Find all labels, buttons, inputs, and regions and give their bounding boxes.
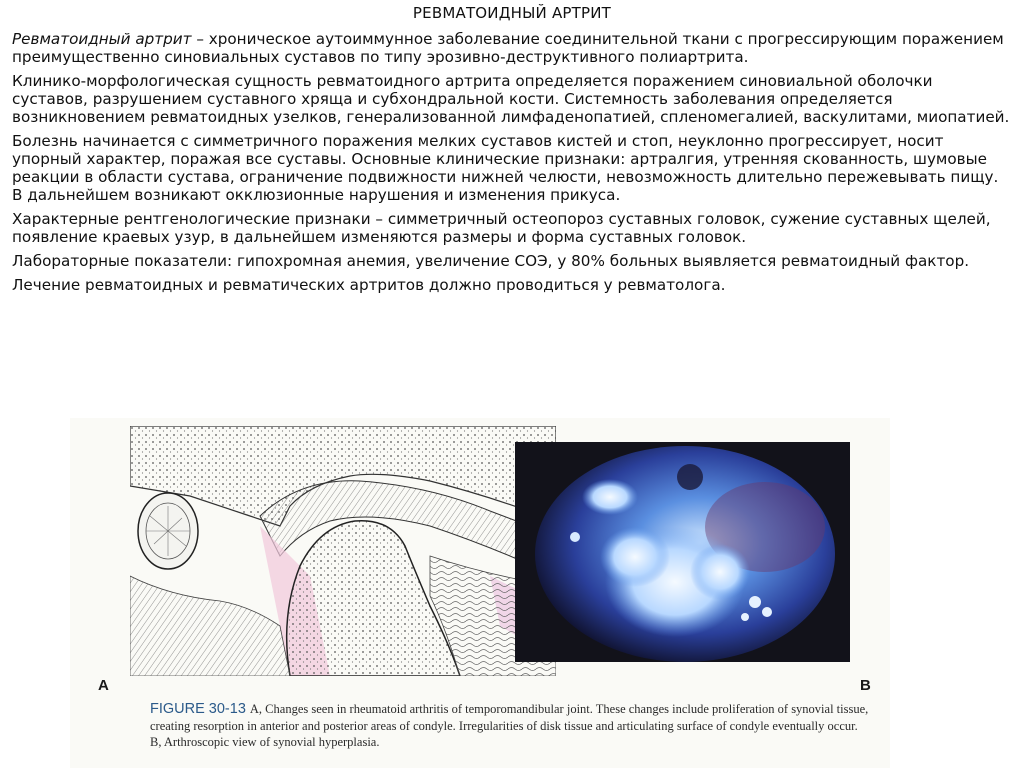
paragraph-definition bbox=[12, 30, 1012, 66]
page-title: РЕВМАТОИДНЫЙ АРТРИТ bbox=[412, 4, 612, 22]
panel-b-label: B bbox=[860, 677, 871, 694]
paragraph-morphology: Клинико-морфологическая сущность ревматоидного артрита определяется поражением синовиальной оболочки суставов, разрушением суставного хряща и субхондральной кости. Системность заболевания определяется возникновением ревматоидных узелков, генерализованной лимфаденопатией, спленомегалией, васкулитами, миопатией. bbox=[12, 72, 1010, 126]
arthroscopic-image bbox=[515, 442, 850, 662]
panel-a-label: A bbox=[98, 677, 109, 694]
tmj-illustration bbox=[130, 426, 556, 676]
caption-text: A, Changes seen in rheumatoid arthritis of temporomandibular joint. These changes include proliferation of synovial tissue, creating resorption in anterior and posterior areas of condyle. Irregularities of disk tissue and articulating surface of condyle eventually occur. B, Arthroscopic view of synovial hyperplasia. bbox=[150, 702, 869, 749]
paragraph-treatment: Лечение ревматоидных и ревматических артритов должно проводиться у ревматолога. bbox=[12, 276, 726, 294]
article-text bbox=[12, 30, 1012, 300]
term-rheumatoid-arthritis: Ревматоидный артрит bbox=[12, 30, 192, 48]
figure-30-13 bbox=[70, 418, 890, 768]
paragraph-laboratory: Лабораторные показатели: гипохромная анемия, увеличение СОЭ, у 80% больных выявляется ревматоидный фактор. bbox=[12, 252, 970, 270]
paragraph-radiology: Характерные рентгенологические признаки – симметричный остеопороз суставных головок, сужение суставных щелей, появление краевых узур, в дальнейшем изменяются размеры и форма суставных головок. bbox=[12, 210, 991, 246]
definition-text: – хроническое аутоиммунное заболевание соединительной ткани с прогрессирующим поражением преимущественно синовиальных суставов по типу эрозивно-деструктивного полиартрита. bbox=[12, 30, 1004, 66]
caption-figure-number: FIGURE 30-13 bbox=[150, 701, 246, 717]
paragraph-clinical-course: Болезнь начинается с симметричного поражения мелких суставов кистей и стоп, неуклонно прогрессирует, носит упорный характер, поражая все суставы. Основные клинические признаки: артралгия, утренняя скованность, шумовые реакции в области сустава, ограничение подвижности нижней челюсти, невозможность длительно пережевывать пищу. В дальнейшем возникают окклюзионные нарушения и изменения прикуса. bbox=[12, 132, 999, 204]
figure-caption bbox=[150, 701, 870, 751]
